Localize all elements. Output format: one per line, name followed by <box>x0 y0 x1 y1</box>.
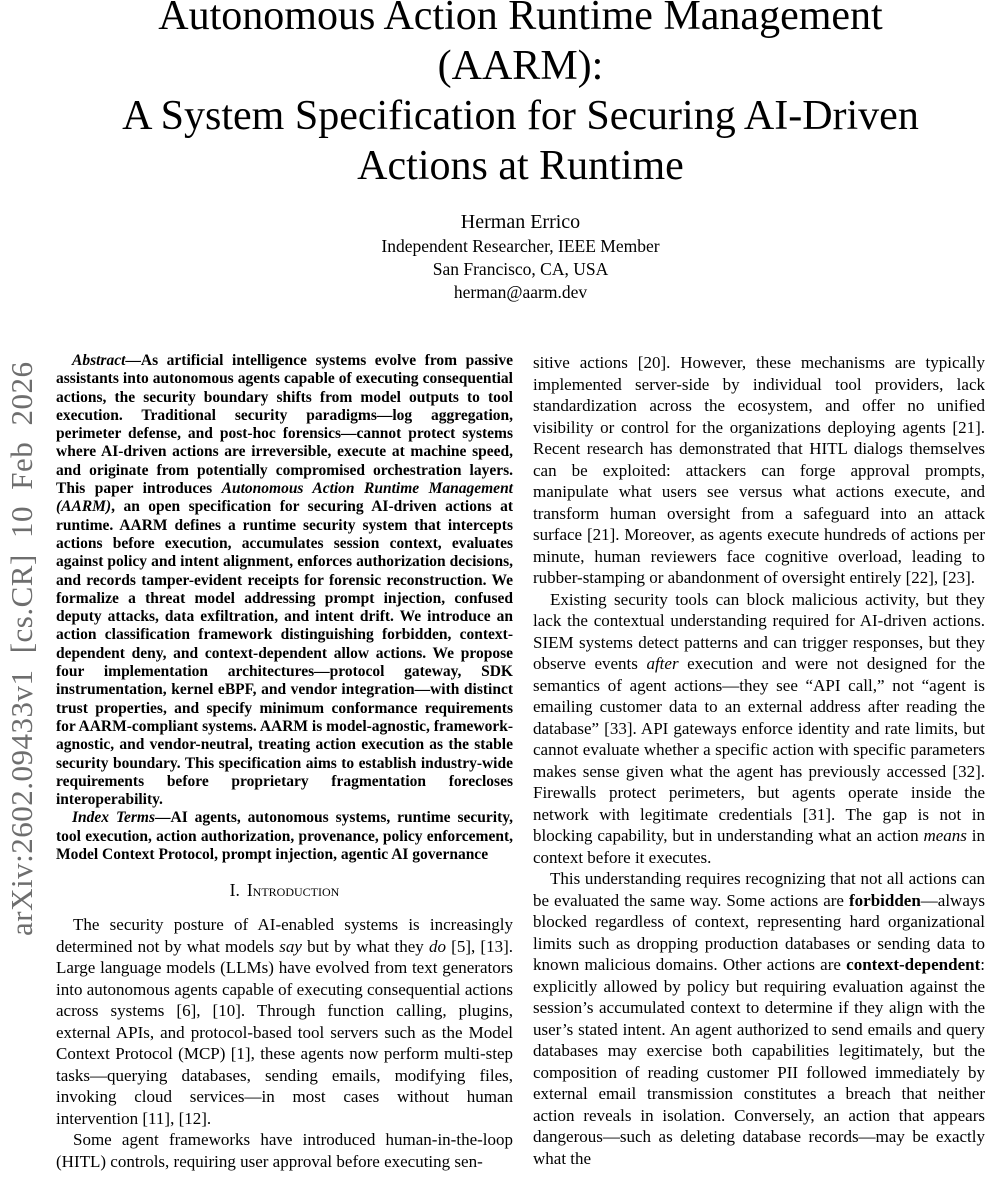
abstract-text: —As artificial intelligence systems evolve from passive assistants into autonomous agents capable of executing consequential actions, the security boundary shifts from model outputs to tool execution. Traditional security paradigms—log aggregation, perimeter defense, and post-hoc forensics—cannot protect systems where AI-driven actions are irreversible, execute at machine speed, and originate from potentially compromised orchestration layers. This paper introduces <box>56 352 513 498</box>
paragraph-text: —always blocked regardless of context, representing hard organizational limits such as dropping production databases or sending data to known malicious domains. Other actions are <box>533 890 985 974</box>
paragraph-text: but by what they <box>301 936 429 956</box>
paragraph-text: The security posture of AI-enabled systems is increasingly determined not by what models <box>56 915 513 956</box>
section-heading-introduction <box>56 880 513 901</box>
bold-term: context-dependent <box>846 955 981 974</box>
emphasized-word: after <box>646 654 679 673</box>
bold-term: forbidden <box>848 890 921 910</box>
paragraph-text: This understanding requires recognizing that not all actions can be evaluated the same way. Some actions are <box>533 869 985 910</box>
paper-title-line-2: (AARM): <box>437 43 604 89</box>
paper-title-line-4: Actions at Runtime <box>357 143 684 189</box>
paragraph-text: execution and were not designed for the semantics of agent actions—they see “API call,” not “agent is emailing customer data to an external address after reading the database” [33]. API gateways enforce identity and rate limits, but cannot evaluate whether a specific action with specific parameters makes sense given what the agent has previously accessed [32]. Firewalls protect perimeters, but agents operate inside the network with legitimate credentials [31]. The gap is not in blocking capability, but in understanding what an action <box>533 654 985 845</box>
paper-title <box>56 0 985 191</box>
index-terms <box>56 809 513 864</box>
paragraph-text: in context before it executes. <box>533 826 985 867</box>
emphasized-word: means <box>923 826 967 845</box>
abstract <box>56 352 513 809</box>
right-column <box>533 352 985 1200</box>
right-paragraph-3 <box>533 868 985 1169</box>
paper-title-line-1: Autonomous Action Runtime Management <box>158 0 883 39</box>
author-affiliation: Independent Researcher, IEEE Member <box>381 236 660 256</box>
paragraph-text: Existing security tools can block malicious activity, but they lack the contextual understanding required for AI-driven actions. SIEM systems detect patterns and can trigger responses, but they observe events <box>533 589 985 673</box>
abstract-text-continued: , an open specification for securing AI-driven actions at runtime. AARM defines a runtime security system that intercepts actions before execution, accumulates session context, evaluates against policy and intent alignment, enforces authorization decisions, and records tamper-evident receipts for forensic reconstruction. We formalize a threat model addressing prompt injection, confused deputy attacks, data exfiltration, and intent drift. We introduce an action classification framework distinguishing forbidden, context-dependent deny, and context-dependent allow actions. We propose four implementation architectures—protocol gateway, SDK instrumentation, kernel eBPF, and vendor integration—with distinct trust properties, and specify minimum conformance requirements for AARM-compliant systems. AARM is model-agnostic, framework-agnostic, and vendor-neutral, treating action execution as the stable security boundary. This specification aims to establish industry-wide requirements before proprietary fragmentation forecloses interoperability. <box>56 498 513 809</box>
emphasized-word: say <box>279 936 302 956</box>
arxiv-watermark: arXiv:2602.09433v1 [cs.CR] 10 Feb 2026 <box>4 361 39 936</box>
author-location: San Francisco, CA, USA <box>432 259 609 279</box>
right-paragraph-2 <box>533 589 985 869</box>
author-block <box>56 209 985 304</box>
left-column <box>56 352 513 1172</box>
section-title: Introduction <box>246 880 340 901</box>
paragraph-text: [5], [13]. Large language models (LLMs) have evolved from text generators into autonomous agents capable of executing consequential actions across systems [6], [10]. Through function calling, plugins, external APIs, and protocol-based tool servers such as the Model Context Protocol (MCP) [1], these agents now perform multi-step tasks—querying databases, sending emails, modifying files, invoking cloud services—in most cases without human intervention [11], [12]. <box>56 936 513 1128</box>
abstract-label: Abstract <box>72 352 126 369</box>
paper-title-line-3: A System Specification for Securing AI-Driven <box>122 93 919 139</box>
intro-paragraph-2: Some agent frameworks have introduced human-in-the-loop (HITL) controls, requiring user approval before executing sen- <box>56 1130 513 1171</box>
index-terms-label: Index Terms <box>72 809 156 827</box>
intro-paragraph-1 <box>56 914 513 1129</box>
emphasized-word: do <box>428 936 446 956</box>
section-number: I. <box>229 880 240 901</box>
index-terms-text: —AI agents, autonomous systems, runtime security, tool execution, action authorization, provenance, policy enforcement, Model Context Protocol, prompt injection, agentic AI governance <box>56 809 514 864</box>
author-email: herman@aarm.dev <box>453 282 588 302</box>
author-name: Herman Errico <box>460 211 581 233</box>
abstract-emphasis: Autonomous Action Runtime Management (AARM) <box>56 480 513 516</box>
right-paragraph-1: sitive actions [20]. However, these mechanisms are typically implemented server-side by individual tool providers, lack standardization across the ecosystem, and offer no unified visibility or control for the organizations deploying agents [21]. Recent research has demonstrated that HITL dialogs themselves can be exploited: attackers can forge approval prompts, manipulate what users see versus what actions execute, and transform human oversight from a safeguard into an attack surface [21]. Moreover, as agents execute hundreds of actions per minute, human reviewers face cognitive overload, leading to rubber-stamping or abandonment of oversight entirely [22], [23]. <box>533 353 985 587</box>
paragraph-text: : explicitly allowed by policy but requiring evaluation against the session’s accumulated context to determine if they align with the user’s stated intent. An agent authorized to send emails and query databases may exercise both capabilities legitimately, but the composition of reading customer PII followed immediately by external email transmission constitutes a breach that neither action reveals in isolation. Conversely, an action that appears dangerous—such as deleting database records—may be exactly what the <box>533 955 985 1168</box>
